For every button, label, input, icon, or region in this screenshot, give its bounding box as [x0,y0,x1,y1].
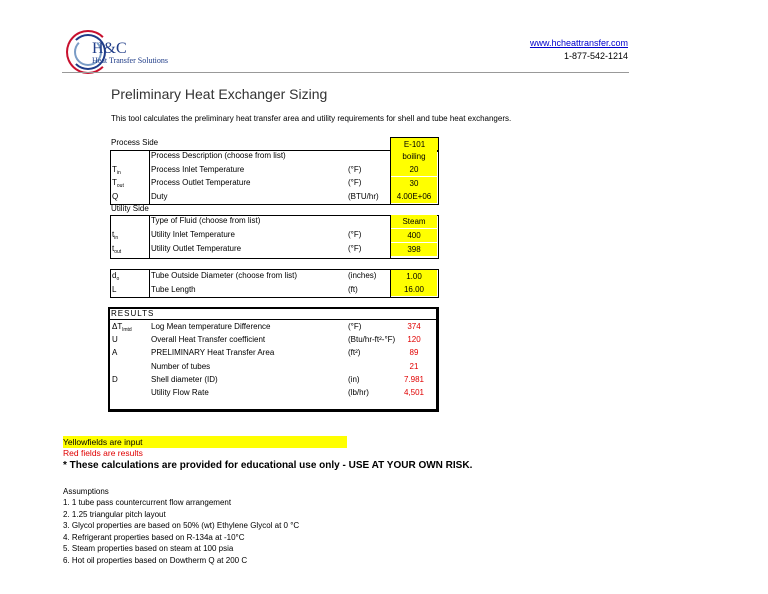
tool-description: This tool calculates the preliminary heat transfer area and utility requirements for shell and tube heat exchangers. [111,114,512,123]
row-label: Shell diameter (ID) [151,374,218,384]
symbol-subscript: out [114,249,122,255]
row-unit: (°F) [348,244,362,253]
row-unit: (in) [348,374,360,384]
assumption-item: 3. Glycol properties are based on 50% (wt) Ethylene Glycol at 0 °C [63,521,300,530]
input-value-field[interactable]: 398 [391,243,437,256]
input-value-field[interactable]: boiling [391,150,437,163]
result-value: 374 [407,322,421,331]
column-divider [149,151,150,204]
row-label: Log Mean temperature Difference [151,322,271,331]
row-unit: (°F) [348,178,362,187]
column-divider [149,270,150,297]
row-label: Overall Heat Transfer coefficient [151,335,266,345]
input-value-field[interactable]: 1.00 [391,270,437,283]
input-value-field[interactable]: 20 [391,163,437,176]
symbol-text: d [112,271,117,280]
row-unit: (°F) [348,322,362,331]
row-label: Duty [151,191,168,201]
row-label: Utility Inlet Temperature [151,230,235,239]
row-label: Tube Outside Diameter (choose from list) [151,271,297,280]
symbol-text: Q [112,191,119,201]
logo-subtitle: Heat Transfer Solutions [92,56,168,65]
row-label: Utility Outlet Temperature [151,244,242,253]
legend-result-fields: Red fields are results [63,448,143,458]
symbol-text: ΔT [112,322,123,331]
legend-input-fields: Yellowfields are input [63,436,347,448]
input-value-field[interactable]: 16.00 [391,283,437,296]
result-value: 120 [407,335,421,345]
utility-side-heading: Utility Side [111,204,149,213]
symbol-text: T [112,178,117,187]
result-value: 89 [409,348,419,358]
row-label: Type of Fluid (choose from list) [151,216,261,225]
symbol-text: L [112,284,117,294]
row-unit: (inches) [348,271,377,280]
symbol-text: D [112,374,118,384]
row-symbol [112,334,118,346]
company-logo [62,26,204,74]
input-value-field[interactable]: 4.00E+06 [391,190,437,203]
risk-warning: * These calculations are provided for educational use only - USE AT YOUR OWN RISK. [63,460,473,471]
row-label: Utility Flow Rate [151,388,209,397]
process-side-heading: Process Side [111,138,159,147]
website-link[interactable]: www.hcheattransfer.com [529,38,628,48]
result-value: 4,501 [403,388,425,397]
assumption-item: 2. 1.25 triangular pitch layout [63,509,166,519]
assumption-item: 5. Steam properties based on steam at 100 psia [63,544,234,553]
exchanger-id-input[interactable]: E-101 [390,137,439,152]
row-symbol [112,229,118,244]
row-unit: (Btu/hr-ft²-°F) [348,335,396,345]
row-label: Tube Length [151,284,196,294]
phone-number: 1-877-542-1214 [563,51,628,61]
symbol-text: T [112,164,117,174]
symbol-subscript: in [116,169,121,176]
row-unit: (ft²) [348,348,361,358]
assumptions-heading: Assumptions [63,487,109,496]
symbol-subscript: out [116,183,124,189]
row-unit: (lb/hr) [348,388,369,397]
row-unit: (ft) [348,284,358,294]
row-unit: (BTU/hr) [348,191,379,201]
symbol-text: A [112,348,118,358]
row-label: PRELIMINARY Heat Transfer Area [151,348,275,358]
assumption-item: 4. Refrigerant properties based on R-134a at -10°C [63,532,245,542]
row-symbol [112,191,118,203]
symbol-subscript: o [116,276,120,282]
page-title: Preliminary Heat Exchanger Sizing [111,86,328,102]
assumption-item: 1. 1 tube pass countercurrent flow arrangement [63,498,232,507]
row-unit: (°F) [348,164,362,174]
logo-mark: H&C [92,40,127,57]
result-value: 21 [409,361,419,371]
symbol-text: t [112,230,115,239]
row-label: Process Description (choose from list) [151,151,286,160]
symbol-subscript: in [114,235,119,241]
row-symbol [112,347,117,359]
symbol-subscript: lmtd [122,327,132,333]
input-value-field[interactable]: 400 [391,229,437,242]
results-header-row [109,309,437,320]
symbol-text: U [112,335,118,345]
row-label: Process Outlet Temperature [151,178,251,187]
header-divider [62,72,629,73]
row-unit: (°F) [348,230,362,239]
row-symbol [112,284,116,296]
symbol-text: t [112,244,115,253]
result-value: 7.981 [403,374,425,384]
row-symbol [112,374,118,386]
results-heading: RESULTS [111,309,155,318]
input-value-field[interactable]: 30 [391,177,437,190]
row-symbol [112,243,121,258]
row-label: Process Inlet Temperature [151,164,245,174]
input-value-field[interactable]: Steam [391,215,437,228]
column-divider [149,216,150,258]
row-label: Number of tubes [151,361,211,371]
assumption-item: 6. Hot oil properties based on Dowtherm Q at 200 C [63,555,248,565]
